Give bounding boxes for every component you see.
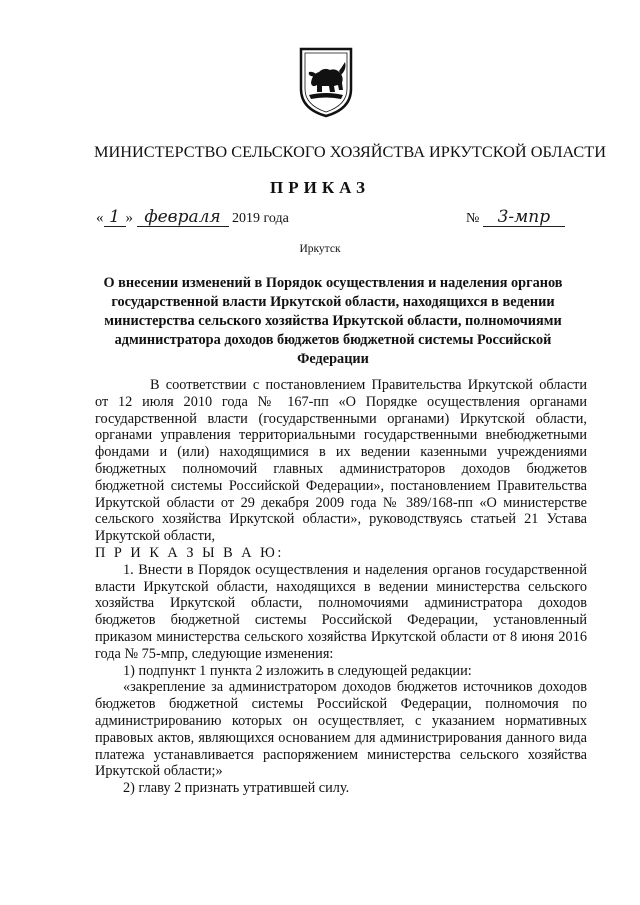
date-close-quote: » [125,210,133,226]
coat-of-arms-emblem [297,45,355,119]
order-word: П Р И К А З Ы В А Ю: [95,544,284,561]
preamble-paragraph: В соответствии с постановлением Правительства Иркутской области от 12 июля 2010 года № 167-пп «О Порядке осуществления органами государственной власти (государственными органами) Иркутской области, органами управления территориальными государственными внебюджетными фондами и (или) находящимися в их ведении казенными учреждениями бюджетных полномочий главных администраторов доходов бюджетов бюджетной системы Российской Федерации», постановлением Правительства Иркутской области от 29 декабря 2009 года № 389/168-пп «О министерстве сельского хозяйства Иркутской области», руководствуясь статьей 21 Устава Иркутской области, [95,377,587,545]
date-month-handwritten: февраля [137,208,229,227]
date-day-handwritten: 1 [104,208,126,227]
document-city: Иркутск [299,243,341,255]
document-subject: О внесении изменений в Порядок осуществления и наделения органов государственной власти Иркутской области, находящихся в ведении министерства сельского хозяйства Иркутской области, полномочиями администратора доходов бюджетов бюджетной системы Российской Федерации [103,275,563,367]
item-1-paragraph: 1. Внести в Порядок осуществления и наделения органов государственной власти Иркутской области, находящихся в ведении министерства сельского хозяйства Иркутской области, полномочиями администратора доходов бюджетов бюджетной системы Российской Федерации, установленный приказом министерства сельского хозяйства Иркутской области от 8 июня 2016 года № 75-мпр, следующие изменения: [95,561,587,662]
number-label: № [466,211,480,226]
document-body [95,377,587,797]
document-type-title: ПРИКАЗ [270,178,370,197]
item-1-2-paragraph: 2) главу 2 признать утратившей силу. [123,780,350,797]
document-date [96,208,289,227]
item-1-1-quote-paragraph: «закрепление за администратором доходов бюджетов источников доходов бюджетов бюджетной системы Российской Федерации, полномочия по администрированию которых он осуществляет, с указанием нормативных правовых актов, являющихся основанием для администрирования данного вида платежа устанавливается распоряжением министерства сельского хозяйства Иркутской области;» [95,679,587,780]
date-open-quote: « [96,210,104,226]
ministry-name: МИНИСТЕРСТВО СЕЛЬСКОГО ХОЗЯЙСТВА ИРКУТСКОЙ ОБЛАСТИ [93,142,606,161]
date-year: 2019 года [232,211,289,226]
document-number [466,208,565,227]
number-value-handwritten: 3-мпр [483,208,565,227]
item-1-1-paragraph: 1) подпункт 1 пункта 2 изложить в следующей редакции: [123,662,472,679]
